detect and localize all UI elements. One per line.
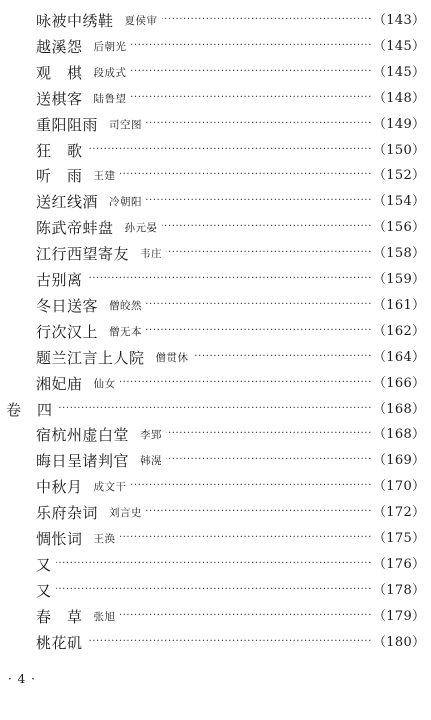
toc-entry <box>0 267 431 293</box>
toc-entry-head <box>36 500 142 526</box>
entry-page-number: （179） <box>373 608 426 624</box>
toc-entry <box>0 8 431 34</box>
entry-title: 春 草 <box>36 607 83 626</box>
entry-author: 僧贯休 <box>155 351 189 364</box>
toc-entry-head <box>36 371 116 397</box>
entry-page-number: （168） <box>373 401 426 417</box>
toc-entry-head <box>36 448 162 474</box>
entry-page-number: （148） <box>373 90 426 106</box>
dot-leader <box>131 60 372 86</box>
entry-title: 送棋客 <box>36 89 83 108</box>
entry-author: 孙元晏 <box>124 222 158 235</box>
dot-leader <box>87 630 372 656</box>
entry-author: 僧皎然 <box>109 299 143 312</box>
toc-entry-head <box>36 319 142 345</box>
toc-entry-head <box>36 474 127 500</box>
toc-entry <box>0 60 431 86</box>
toc-entry-head <box>6 397 53 423</box>
toc-entry <box>0 552 431 578</box>
entry-page-number: （145） <box>373 64 426 80</box>
entry-author: 李郢 <box>140 429 163 442</box>
entry-title: 越溪怨 <box>36 37 83 56</box>
entry-author: 僧无本 <box>109 325 143 338</box>
toc-entry-head <box>36 60 127 86</box>
entry-title: 江行西望寄友 <box>36 245 130 264</box>
entry-page-number: （149） <box>373 116 426 132</box>
dot-leader <box>193 345 372 371</box>
dot-leader <box>146 293 372 319</box>
entry-title: 重阳阻雨 <box>36 115 99 134</box>
entry-page-number: （156） <box>373 220 426 236</box>
toc-entry <box>0 293 431 319</box>
dot-leader <box>56 578 372 604</box>
entry-title: 桃花矶 <box>36 633 83 652</box>
entry-author: 王涣 <box>93 533 116 545</box>
toc-entry-head <box>36 138 83 164</box>
toc-entry <box>0 578 431 604</box>
entry-title: 晦日呈诸判官 <box>36 452 130 471</box>
dot-leader <box>120 371 372 397</box>
dot-leader <box>120 604 372 630</box>
entry-title: 听 雨 <box>36 167 83 186</box>
entry-title: 又 <box>36 581 52 600</box>
dot-leader <box>131 34 372 60</box>
entry-page-number: （164） <box>373 349 426 365</box>
entry-author: 张旭 <box>93 610 116 623</box>
entry-page-number: （145） <box>373 38 426 54</box>
toc-entry-head <box>36 241 162 267</box>
entry-title: 中秋月 <box>36 478 83 497</box>
entry-title: 冬日送客 <box>36 296 99 315</box>
entry-author: 韩滉 <box>140 455 163 468</box>
toc-entry-head <box>36 163 116 189</box>
dot-leader <box>162 215 372 241</box>
dot-leader <box>146 189 372 215</box>
entry-title: 观 棋 <box>36 63 83 82</box>
entry-page-number: （158） <box>373 246 426 262</box>
entry-page-number: （180） <box>373 634 426 650</box>
dot-leader <box>87 138 372 164</box>
toc-entry-head <box>36 604 116 630</box>
dot-leader <box>146 319 372 345</box>
entry-title: 狂 歌 <box>36 141 83 160</box>
toc-entry-head <box>36 86 127 112</box>
toc-entry <box>0 319 431 345</box>
entry-page-number: （152） <box>373 168 426 184</box>
toc-entry-head <box>36 526 116 552</box>
entry-author: 王建 <box>93 170 116 183</box>
entry-title: 送红线酒 <box>36 193 99 212</box>
toc-entry <box>0 448 431 474</box>
toc-entry <box>0 526 431 552</box>
entry-page-number: （176） <box>373 556 426 572</box>
toc-entry <box>0 138 431 164</box>
entry-page-number: （154） <box>373 194 426 210</box>
toc-entry <box>0 371 431 397</box>
entry-title: 乐府杂词 <box>36 504 99 523</box>
toc-entry-head <box>36 189 142 215</box>
entry-author: 冷朝阳 <box>109 196 143 209</box>
dot-leader <box>120 526 372 552</box>
toc-entry-head <box>36 112 142 138</box>
entry-page-number: （172） <box>373 505 426 521</box>
entry-page-number: （178） <box>373 582 426 598</box>
dot-leader <box>166 422 372 448</box>
entry-title: 行次汉上 <box>36 322 99 341</box>
toc-entry <box>0 500 431 526</box>
dot-leader <box>87 267 372 293</box>
entry-page-number: （166） <box>373 375 426 391</box>
toc-entry <box>0 34 431 60</box>
toc-entry <box>0 163 431 189</box>
toc-entry <box>0 215 431 241</box>
toc-entry <box>0 422 431 448</box>
toc-entry-head <box>36 267 83 293</box>
toc-entry-head <box>36 34 127 60</box>
toc-entry-head <box>36 552 52 578</box>
toc-entry <box>0 189 431 215</box>
toc-entry-head <box>36 293 142 319</box>
entry-page-number: （143） <box>373 13 426 28</box>
entry-title: 题兰江言上人院 <box>36 348 145 367</box>
dot-leader <box>131 474 372 500</box>
entry-author: 段成式 <box>93 66 127 79</box>
dot-leader <box>146 500 372 526</box>
entry-title: 陈武帝蚌盘 <box>36 219 114 238</box>
entry-author: 韦庄 <box>140 248 163 261</box>
toc-entry <box>0 241 431 267</box>
dot-leader <box>166 448 372 474</box>
entry-author: 成文干 <box>93 481 127 494</box>
dot-leader <box>166 241 372 267</box>
entry-page-number: （159） <box>373 272 426 287</box>
entry-page-number: （175） <box>373 531 426 546</box>
entry-page-number: （161） <box>373 297 426 313</box>
entry-title: 又 <box>36 555 52 574</box>
toc-entry-head <box>36 578 52 604</box>
dot-leader <box>57 397 372 423</box>
entry-title: 咏被中绣鞋 <box>36 12 114 30</box>
entry-author: 夏侯审 <box>124 15 158 27</box>
toc-entry <box>0 86 431 112</box>
entry-page-number: （150） <box>373 142 426 158</box>
entry-author: 仙女 <box>93 377 116 390</box>
entry-title: 惆怅词 <box>36 530 83 548</box>
entry-author: 陆鲁望 <box>93 92 127 105</box>
entry-author: 后朝光 <box>93 40 127 53</box>
toc-entry-head <box>36 215 158 241</box>
toc-entry-head <box>36 630 83 656</box>
dot-leader <box>146 112 372 138</box>
page-number: · 4 · <box>8 672 36 686</box>
dot-leader <box>131 86 372 112</box>
entry-page-number: （168） <box>373 427 426 443</box>
dot-leader <box>162 8 372 34</box>
entry-page-number: （162） <box>373 323 426 339</box>
entry-title: 古别离 <box>36 271 83 289</box>
toc-volume-heading <box>0 397 431 423</box>
toc-entry <box>0 474 431 500</box>
toc-entry-head <box>36 8 158 34</box>
entry-page-number: （169） <box>373 453 426 469</box>
entry-author: 刘言史 <box>109 507 143 520</box>
entry-title: 宿杭州虚白堂 <box>36 426 130 445</box>
entry-title: 卷 四 <box>6 400 53 419</box>
toc-entry <box>0 345 431 371</box>
toc-entry-head <box>36 345 189 371</box>
dot-leader <box>120 163 372 189</box>
toc-entry <box>0 604 431 630</box>
dot-leader <box>56 552 372 578</box>
toc-entry-head <box>36 422 162 448</box>
entry-author: 司空图 <box>109 118 143 131</box>
toc-entry <box>0 630 431 656</box>
entry-title: 湘妃庙 <box>36 374 83 393</box>
entry-page-number: （170） <box>373 479 426 495</box>
toc-entry <box>0 112 431 138</box>
